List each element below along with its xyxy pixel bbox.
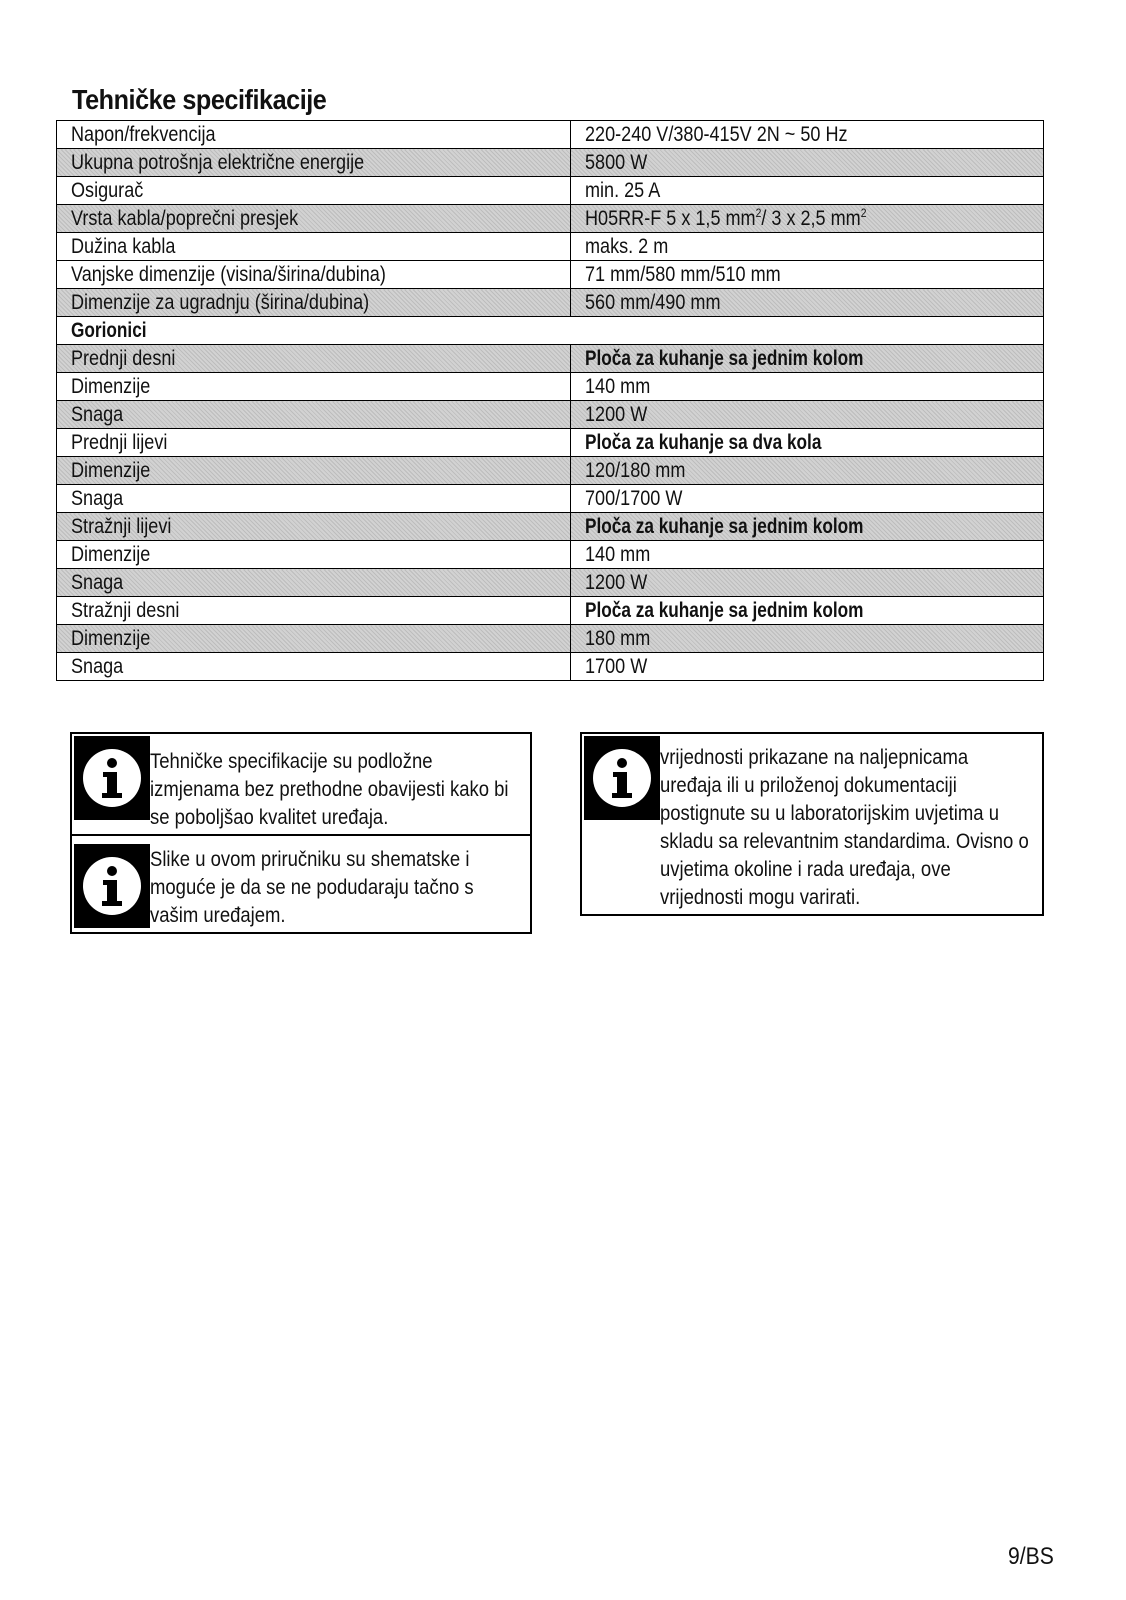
spec-value: 5800 W xyxy=(571,149,1044,177)
spec-label: Osigurač xyxy=(57,177,571,205)
burner-value: 1200 W xyxy=(571,401,1044,429)
table-row xyxy=(57,205,1044,233)
burner-label: Stražnji desni xyxy=(57,597,571,625)
burner-label: Snaga xyxy=(57,485,571,513)
spec-value: 220-240 V/380-415V 2N ~ 50 Hz xyxy=(571,121,1044,149)
spec-label: Dimenzije za ugradnju (širina/dubina) xyxy=(57,289,571,317)
spec-label: Dužina kabla xyxy=(57,233,571,261)
info-note-box-left xyxy=(70,732,532,934)
burner-type: Ploča za kuhanje sa jednim kolom xyxy=(571,597,1044,625)
table-row xyxy=(57,541,1044,569)
table-row xyxy=(57,597,1044,625)
table-row xyxy=(57,373,1044,401)
burner-label: Dimenzije xyxy=(57,541,571,569)
table-row xyxy=(57,653,1044,681)
note-text: Tehničke specifikacije su podložne izmjenama bez prethodne obavijesti kako bi se poboljšao kvalitet uređaja. xyxy=(150,750,509,829)
burner-value: 140 mm xyxy=(571,373,1044,401)
table-row xyxy=(57,513,1044,541)
table-row xyxy=(57,289,1044,317)
table-row xyxy=(57,149,1044,177)
table-row xyxy=(57,233,1044,261)
burner-label: Prednji lijevi xyxy=(57,429,571,457)
table-row xyxy=(57,569,1044,597)
info-icon xyxy=(74,844,150,928)
burner-value: 1700 W xyxy=(571,653,1044,681)
burner-label: Snaga xyxy=(57,569,571,597)
section-heading: Gorionici xyxy=(57,317,1044,345)
burner-label: Prednji desni xyxy=(57,345,571,373)
burner-value: 700/1700 W xyxy=(571,485,1044,513)
table-row xyxy=(57,401,1044,429)
spec-value: H05RR-F 5 x 1,5 $mm^2/$ 3 x 2,5 $mm^2$ xyxy=(571,205,1044,233)
burner-value: 120/180 mm xyxy=(571,457,1044,485)
spec-value: maks. 2 m xyxy=(571,233,1044,261)
page-number: 9/BS xyxy=(1008,1543,1054,1570)
table-row xyxy=(57,121,1044,149)
table-row xyxy=(57,485,1044,513)
table-row xyxy=(57,457,1044,485)
burner-value: 1200 W xyxy=(571,569,1044,597)
spec-label: Vrsta kabla/poprečni presjek xyxy=(57,205,571,233)
burner-value: 180 mm xyxy=(571,625,1044,653)
burner-type: Ploča za kuhanje sa jednim kolom xyxy=(571,513,1044,541)
table-row xyxy=(57,625,1044,653)
burner-label: Snaga xyxy=(57,653,571,681)
spec-value: min. 25 A xyxy=(571,177,1044,205)
burner-type: Ploča za kuhanje sa jednim kolom xyxy=(571,345,1044,373)
table-row xyxy=(57,261,1044,289)
info-note xyxy=(582,734,1042,914)
spec-label: Napon/frekvencija xyxy=(57,121,571,149)
info-icon xyxy=(584,736,660,820)
info-note xyxy=(72,834,530,934)
burner-type: Ploča za kuhanje sa dva kola xyxy=(571,429,1044,457)
table-row xyxy=(57,345,1044,373)
table-row xyxy=(57,177,1044,205)
spec-value: 560 mm/490 mm xyxy=(571,289,1044,317)
burner-label: Stražnji lijevi xyxy=(57,513,571,541)
info-note-box-right xyxy=(580,732,1044,916)
table-row xyxy=(57,429,1044,457)
burner-label: Dimenzije xyxy=(57,457,571,485)
burner-label: Dimenzije xyxy=(57,625,571,653)
burner-label: Snaga xyxy=(57,401,571,429)
spec-table xyxy=(56,120,1044,681)
page-title: Tehničke specifikacije xyxy=(72,84,327,115)
note-text: Slike u ovom priručniku su shematske i moguće je da se ne podudaraju tačno s vašim uređajem. xyxy=(150,848,474,927)
note-text: vrijednosti prikazane na naljepnicama uređaja ili u priloženoj dokumentaciji postignute su u laboratorijskim uvjetima u skladu sa relevantnim standardima. Ovisno o uvjetima okoline i rada uređaja, ove vrijednosti mogu varirati. xyxy=(660,746,1029,909)
info-note xyxy=(72,734,530,834)
info-icon xyxy=(74,736,150,820)
burner-value: 140 mm xyxy=(571,541,1044,569)
burner-label: Dimenzije xyxy=(57,373,571,401)
spec-value: 71 mm/580 mm/510 mm xyxy=(571,261,1044,289)
spec-label: Ukupna potrošnja električne energije xyxy=(57,149,571,177)
table-row-section xyxy=(57,317,1044,345)
spec-label: Vanjske dimenzije (visina/širina/dubina) xyxy=(57,261,571,289)
